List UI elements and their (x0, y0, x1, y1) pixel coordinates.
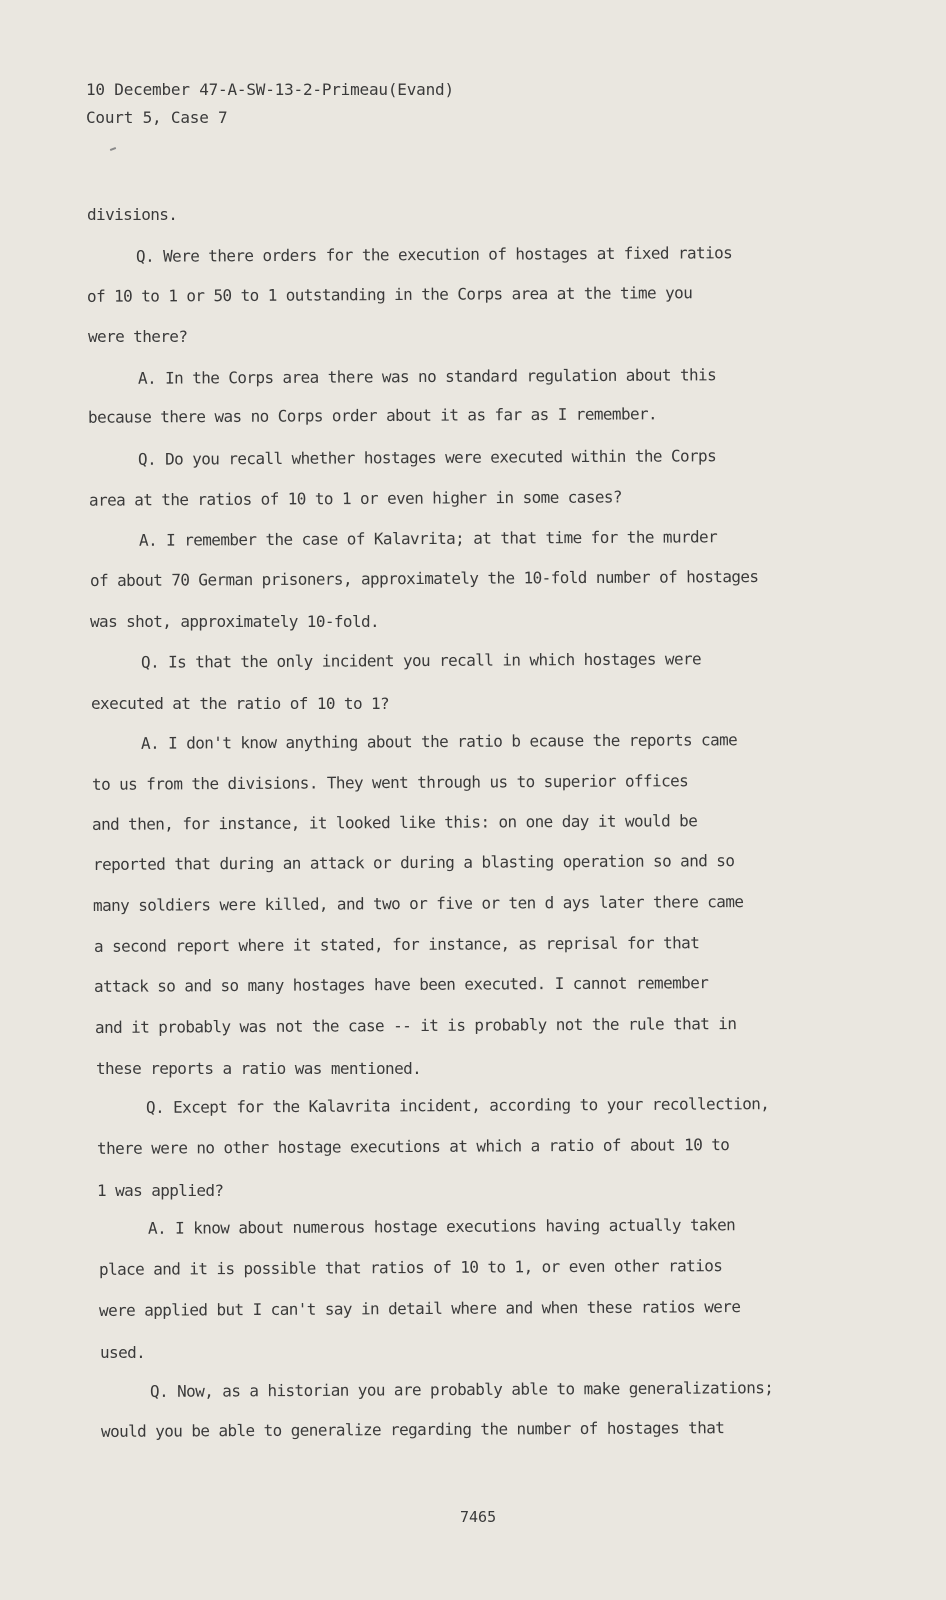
body-line: attack so and so many hostages have been executed. I cannot remember (93, 973, 709, 996)
body-line: these reports a ratio was mentioned. (96, 1059, 422, 1078)
body-line: were there? (88, 327, 188, 346)
body-line: Q. Except for the Kalavrita incident, according to your recollection, (145, 1094, 770, 1117)
document-header (86, 76, 454, 132)
body-line: because there was no Corps order about it as far as I remember. (87, 404, 658, 427)
body-line: and then, for instance, it looked like this: on one day it would be (91, 811, 698, 834)
body-line: to us from the divisions. They went through us to superior offices (91, 771, 689, 794)
stray-mark (110, 147, 116, 151)
body-line: divisions. (87, 205, 178, 224)
body-line: was shot, approximately 10-fold. (90, 612, 380, 631)
header-reference-line: 10 December 47-A-SW-13-2-Primeau(Evand) (86, 80, 454, 99)
body-line: reported that during an attack or during a blasting operation so and so (92, 851, 735, 874)
body-line: would you be able to generalize regarding the number of hostages that (100, 1418, 725, 1441)
body-line: 1 was applied? (97, 1181, 224, 1200)
body-line: A. I remember the case of Kalavrita; at that time for the murder (138, 527, 718, 550)
body-line: Q. Do you recall whether hostages were executed within the Corps (137, 446, 717, 469)
body-line: area at the ratios of 10 to 1 or even higher in some cases? (88, 487, 622, 510)
page-number: 7465 (460, 1508, 497, 1526)
body-line: A. In the Corps area there was no standard regulation about this (137, 365, 717, 388)
header-court-line: Court 5, Case 7 (86, 108, 228, 127)
body-line: A. I know about numerous hostage executions having actually taken (147, 1215, 736, 1238)
body-line: were applied but I can't say in detail where and when these ratios were (98, 1297, 741, 1320)
body-line: used. (100, 1343, 146, 1362)
body-line: many soldiers were killed, and two or five or ten d ays later there came (92, 892, 744, 915)
body-line: there were no other hostage executions at which a ratio of about 10 to (96, 1135, 730, 1158)
body-line: A. I don't know anything about the ratio b ecause the reports came (140, 730, 738, 753)
body-line: and it probably was not the case -- it is probably not the rule that in (94, 1014, 737, 1037)
body-line: executed at the ratio of 10 to 1? (91, 694, 390, 713)
body-line: a second report where it stated, for instance, as reprisal for that (93, 933, 700, 956)
body-line: Q. Is that the only incident you recall in which hostages were (140, 649, 702, 672)
body-line: Q. Now, as a historian you are probably able to make generalizations; (149, 1378, 774, 1401)
body-line: Q. Were there orders for the execution of hostages at fixed ratios (135, 243, 733, 266)
body-line: place and it is possible that ratios of 10 to 1, or even other ratios (98, 1256, 723, 1279)
body-line: of about 70 German prisoners, approximately the 10-fold number of hostages (89, 566, 759, 591)
body-line: of 10 to 1 or 50 to 1 outstanding in the Corps area at the time you (86, 283, 693, 306)
